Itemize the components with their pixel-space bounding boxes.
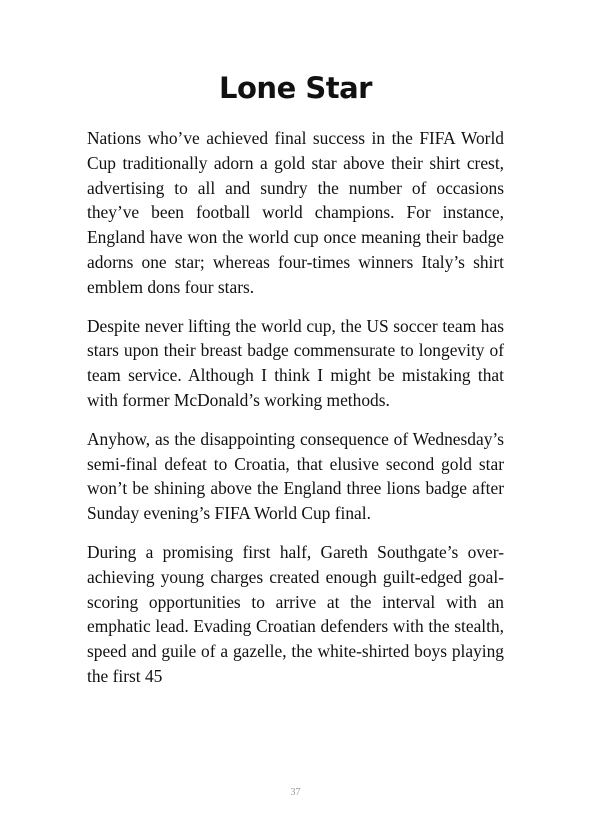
page-number: 37 xyxy=(290,787,301,798)
paragraph-1: Nations who’ve achieved final success in the FIFA World Cup traditionally adorn a gold star above their shirt crest, advertising to all and sundry the number of occasions they’ve been football world champions. For instance, England have won the world cup once meaning their badge adorns one star; whereas four-times winners Italy’s shirt emblem dons four stars. xyxy=(87,128,504,297)
paragraph-4: During a promising first half, Gareth Southgate’s over-achieving young charges created enough guilt-edged goal-scoring opportunities to arrive at the interval with an emphatic lead. Evading Croatian defenders with the stealth, speed and guile of a gazelle, the white-shirted boys playing the first 45 xyxy=(87,541,504,686)
paragraph-2: Despite never lifting the world cup, the US soccer team has stars upon their breast badge commensurate to longevity of team service. Although I think I might be mistaking that with former McDonald’s working methods. xyxy=(87,315,504,410)
body-text xyxy=(87,126,504,703)
page-title: Lone Star xyxy=(219,71,372,105)
paragraph-3: Anyhow, as the disappointing consequence of Wednesday’s semi-final defeat to Croatia, that elusive second gold star won’t be shining above the England three lions badge after Sunday evening’s FIFA World Cup final. xyxy=(87,428,504,524)
